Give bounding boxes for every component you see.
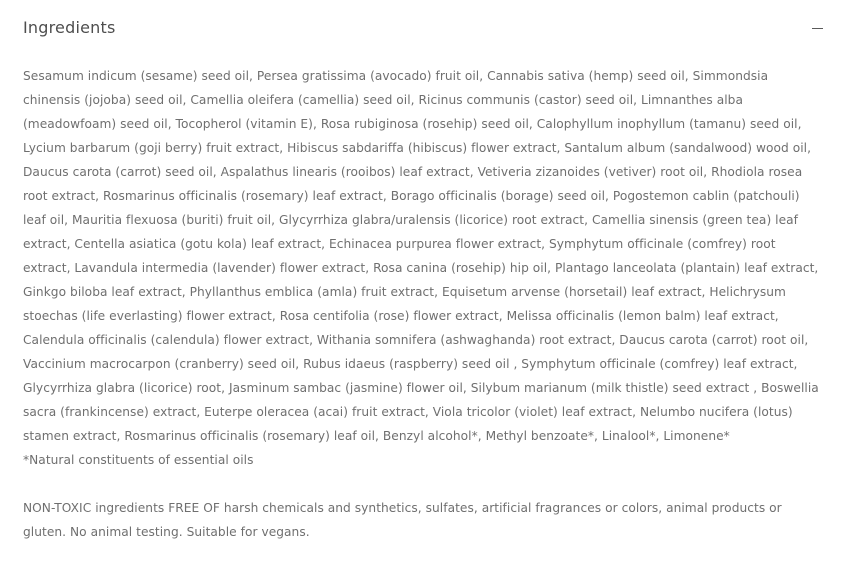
- minus-icon[interactable]: [812, 28, 823, 29]
- product-notes: NON-TOXIC ingredients FREE OF harsh chemicals and synthetics, sulfates, artificial fragrances or colors, animal products or gluten. No animal testing. Suitable for vegans.: [23, 501, 782, 539]
- accordion-body: [23, 64, 825, 544]
- ingredients-list: Sesamum indicum (sesame) seed oil, Persea gratissima (avocado) fruit oil, Cannabis sativa (hemp) seed oil, Simmondsia chinensis (jojoba) seed oil, Camellia oleifera (camellia) seed oil, Ricinus communis (castor) seed oil, Limnanthes alba (meadowfoam) seed oil, Tocopherol (vitamin E), Rosa rubiginosa (rosehip) seed oil, Calophyllum inophyllum (tamanu) seed oil, Lycium barbarum (goji berry) fruit extract, Hibiscus sabdariffa (hibiscus) flower extract, Santalum album (sandalwood) wood oil, Daucus carota (carrot) seed oil, Aspalathus linearis (rooibos) leaf extract, Vetiveria zizanoides (vetiver) root oil, Rhodiola rosea root extract, Rosmarinus officinalis (rosemary) leaf extract, Borago officinalis (borage) seed oil, Pogostemon cablin (patchouli) leaf oil, Mauritia flexuosa (buriti) fruit oil, Glycyrrhiza glabra/uralensis (licorice) root extract, Camellia sinensis (green tea) leaf extract, Centella asiatica (gotu kola) leaf extract, Echinacea purpurea flower extract, Symphytum officinale (comfrey) root extract, Lavandula intermedia (lavender) flower extract, Rosa canina (rosehip) hip oil, Plantago lanceolata (plantain) leaf extract, Ginkgo biloba leaf extract, Phyllanthus emblica (amla) fruit extract, Equisetum arvense (horsetail) leaf extract, Helichrysum stoechas (life everlasting) flower extract, Rosa centifolia (rose) flower extract, Melissa officinalis (lemon balm) leaf extract, Calendula officinalis (calendula) flower extract, Withania somnifera (ashwaghanda) root extract, Daucus carota (carrot) root oil, Vaccinium macrocarpon (cranberry) seed oil, Rubus idaeus (raspberry) seed oil , Symphytum officinale (comfrey) leaf extract, Glycyrrhiza glabra (licorice) root, Jasminum sambac (jasmine) flower oil, Silybum marianum (milk thistle) seed extract , Boswellia sacra (frankincense) extract, Euterpe oleracea (acai) fruit extract, Viola tricolor (violet) leaf extract, Nelumbo nucifera (lotus) stamen extract, Rosmarinus officinalis (rosemary) leaf oil, Benzyl alcohol*, Methyl benzoate*, Linalool*, Limonene*: [23, 69, 819, 443]
- accordion-title: Ingredients: [23, 18, 116, 37]
- ingredients-footnote: *Natural constituents of essential oils: [23, 453, 254, 467]
- accordion-header[interactable]: [23, 14, 825, 44]
